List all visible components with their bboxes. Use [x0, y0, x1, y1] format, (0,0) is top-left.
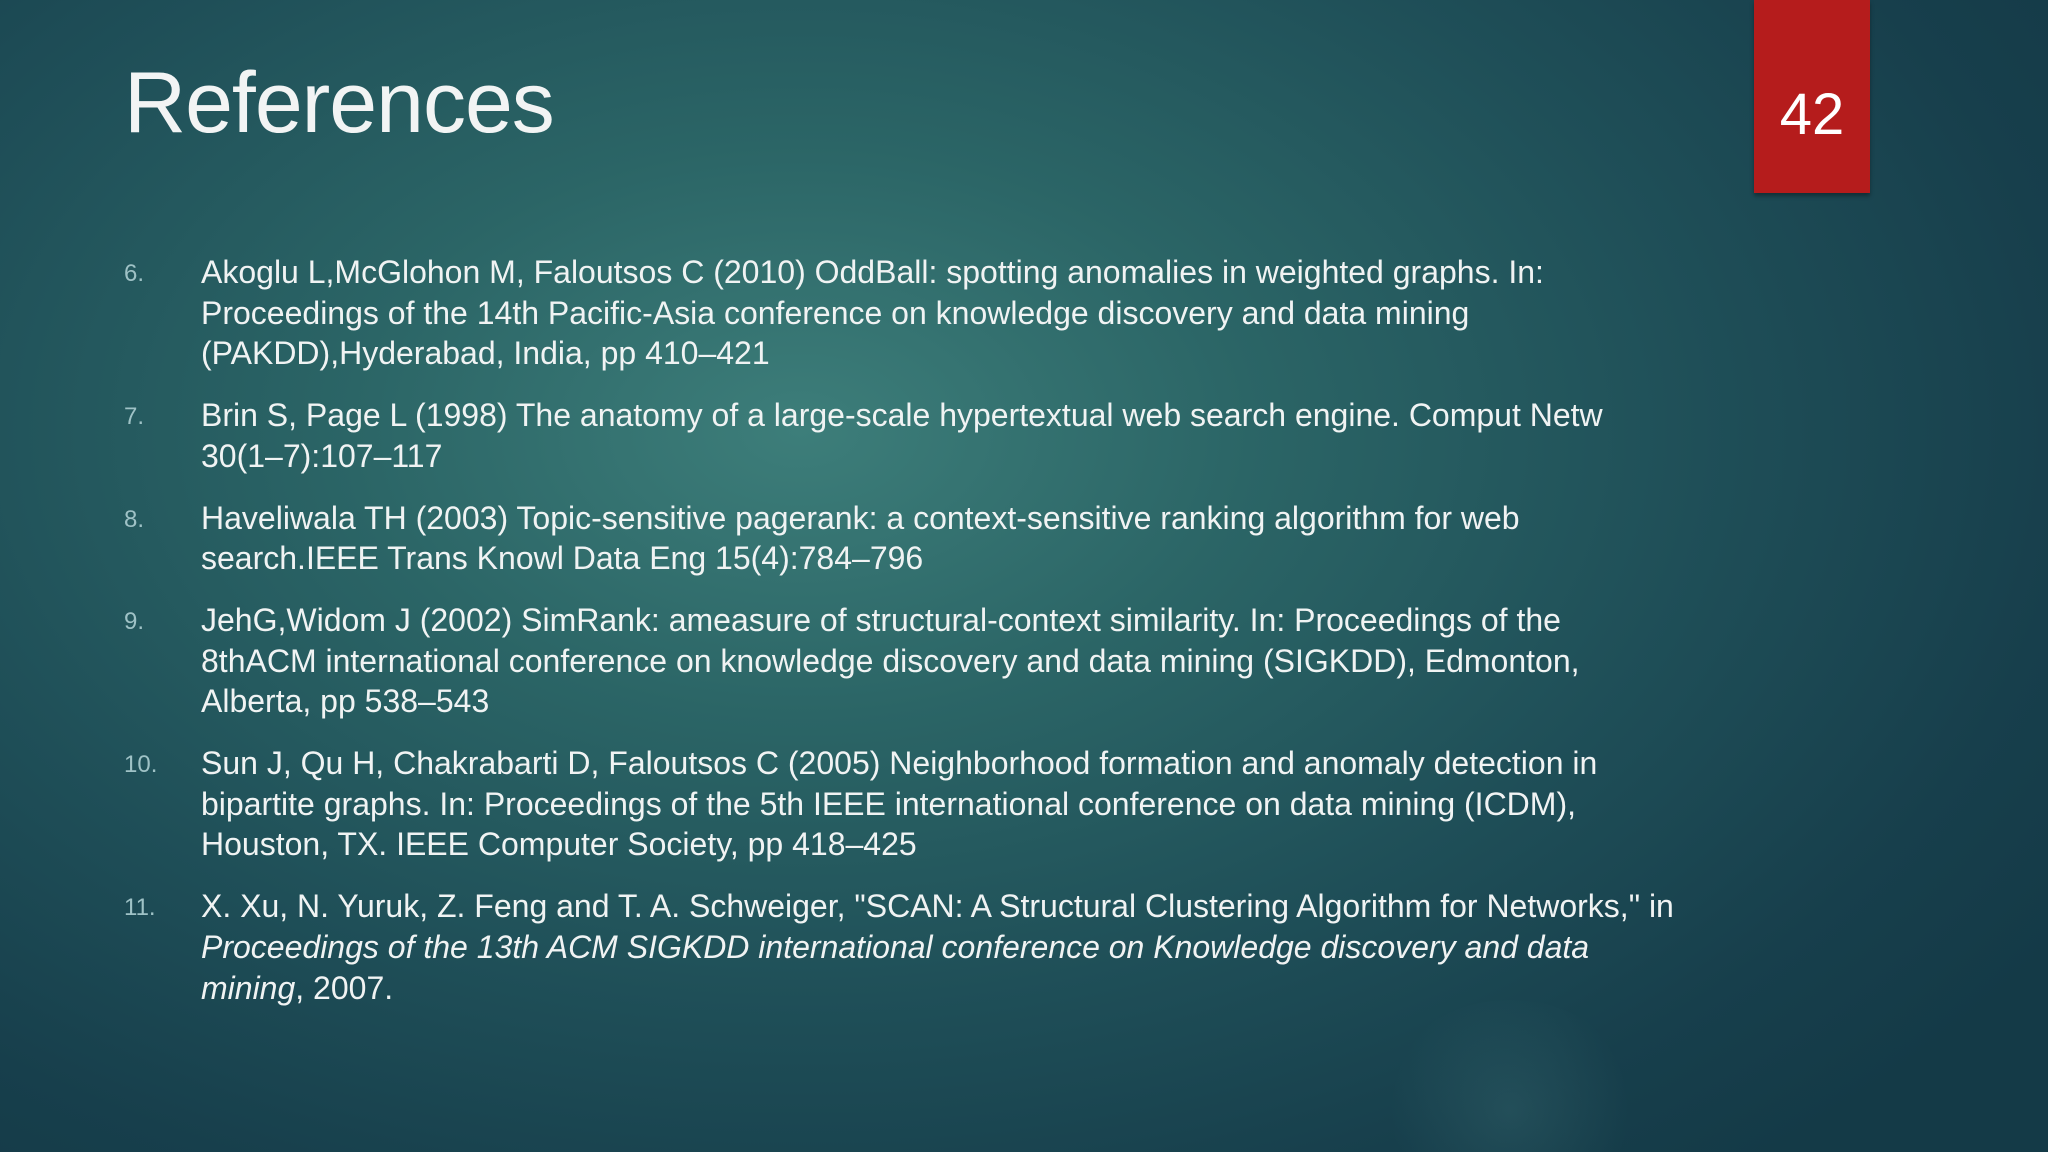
- reference-text: JehG,Widom J (2002) SimRank: ameasure of structural-context similarity. In: Proceedings of the 8thACM international conference on knowledge discovery and data mining (SIGKDD), Edmonton, Alberta, pp 538–543: [201, 601, 1580, 720]
- reference-number: 6.: [124, 260, 145, 287]
- reference-text: Brin S, Page L (1998) The anatomy of a large-scale hypertextual web search engine. Comput Netw 30(1–7):107–117: [201, 397, 1603, 474]
- slide-title: References: [124, 55, 554, 151]
- reference-venue-italic: Proceedings of the 13th ACM SIGKDD international conference on Knowledge discovery and data mining: [201, 928, 1590, 1006]
- reference-number: 10.: [124, 751, 158, 779]
- page-number-badge: [1754, 0, 1870, 193]
- page-number: 42: [1779, 82, 1845, 147]
- reference-item: [124, 743, 1684, 865]
- reference-number: 11.: [124, 894, 156, 922]
- reference-text: [201, 888, 1674, 1005]
- reference-text-part: X. Xu, N. Yuruk, Z. Feng and T. A. Schweiger, "SCAN: A Structural Clustering Algorithm for Networks," in: [201, 888, 1674, 925]
- reference-number: 9.: [124, 607, 145, 635]
- reference-item: [124, 886, 1684, 1008]
- reference-item: [124, 600, 1684, 722]
- reference-text: Haveliwala TH (2003) Topic-sensitive pagerank: a context-sensitive ranking algorithm for web search.IEEE Trans Knowl Data Eng 15(4):784–796: [201, 499, 1520, 577]
- reference-text: Sun J, Qu H, Chakrabarti D, Faloutsos C (2005) Neighborhood formation and anomaly detection in bipartite graphs. In: Proceedings of the 5th IEEE international conference on data mining (ICDM), Houston, TX. IEEE Computer Society, pp 418–425: [201, 745, 1598, 863]
- reference-item: [124, 252, 1684, 374]
- reference-item: [124, 395, 1684, 476]
- references-list: [124, 252, 1684, 1029]
- reference-text: Akoglu L,McGlohon M, Faloutsos C (2010) OddBall: spotting anomalies in weighted graphs. In: Proceedings of the 14th Pacific-Asia conference on knowledge discovery and data mining (PAKDD),Hyderabad, India, pp 410–421: [201, 254, 1544, 372]
- reference-number: 8.: [124, 505, 145, 533]
- reference-text-part: , 2007.: [295, 969, 394, 1006]
- reference-number: 7.: [124, 403, 145, 431]
- reference-item: [124, 498, 1684, 579]
